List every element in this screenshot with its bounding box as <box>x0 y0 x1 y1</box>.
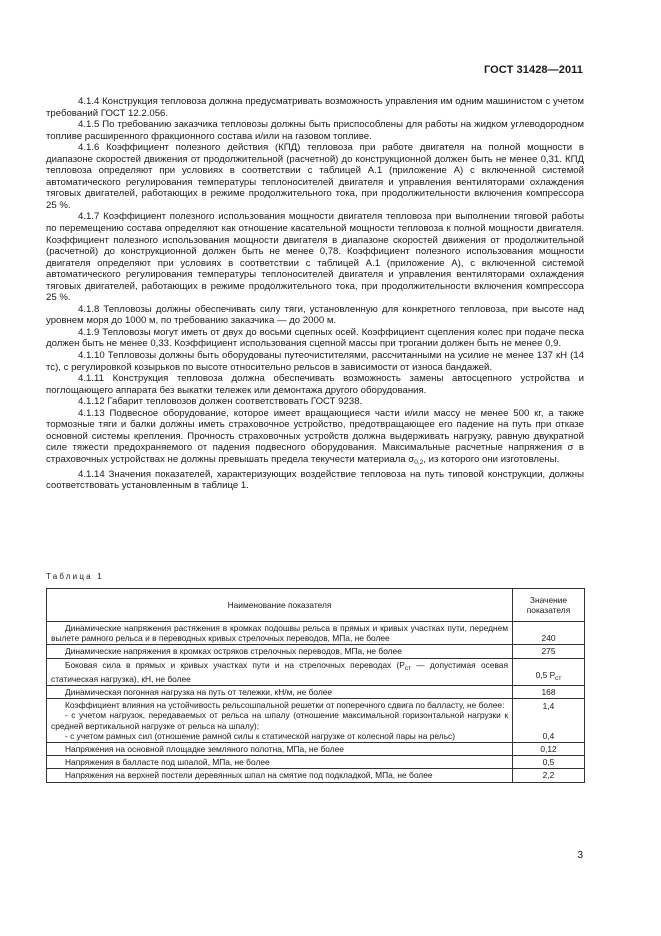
clause-4-1-4: 4.1.4 Конструкция тепловоза должна предусматривать возможность управления им одним машинистом с учетом требований ГОСТ 12.2.056. <box>46 96 584 119</box>
row-value-a: 0,5 P <box>535 669 556 680</box>
table-row <box>47 756 585 769</box>
col-header-value: Значение показателя <box>513 589 585 622</box>
page-number: 3 <box>577 850 583 861</box>
row-name-b: — допустимая осевая статическая нагрузка), кН, не более <box>51 659 508 684</box>
clause-4-1-5: 4.1.5 По требованию заказчика тепловозы должны быть приспособлены для работы на жидком углеводородном топливе расширенного фракционного состава и/или на газовом топливе. <box>46 119 584 142</box>
table-caption: Таблица 1 <box>46 572 104 581</box>
table-row <box>47 658 585 685</box>
row-name: Напряжения в балласте под шпалой, МПа, не более <box>47 756 513 769</box>
table-row <box>47 699 585 743</box>
row-value: 275 <box>513 645 585 658</box>
row-value-1: 1,4 <box>542 700 555 711</box>
row-name: Динамическая погонная нагрузка на путь от тележки, кН/м, не более <box>47 686 513 699</box>
row-name: Напряжения на основной площадке земляного полотна, МПа, не более <box>47 743 513 756</box>
clause-4-1-7: 4.1.7 Коэффициент полезного использования мощности двигателя тепловоза при выполнении тяговой работы по перемещению состава определяют как отношение касательной мощности тепловоза к полной мощности двигателя. Коэффициент полезного использования мощности двигателя в диапазоне скоростей движения от продолжительной (расчетной) до конструкционной должен быть не менее 0,78. Коэффициент полезного использования мощности двигателя определяют при условиях в соответствии с таблицей А.1 (приложение А), с включенной системой автоматического регулирования температуры теплоносителей двигателя и управления вентиляторами охлаждения тяговых двигателей, работающих в режиме продолжительного тока, при продолжительности включения компрессора 25 %. <box>46 211 584 304</box>
row-name-subscript: ст <box>404 664 412 672</box>
row-name-lead: Коэффициент влияния на устойчивость рельсошпальной решетки от поперечного сдвига по балласту, не более: <box>65 700 505 711</box>
row-value <box>513 658 585 685</box>
clause-4-1-14: 4.1.14 Значения показателей, характеризующих воздействие тепловоза на путь типовой конструкции, должны соответствовать установленным в таблице 1. <box>46 468 584 492</box>
row-name: Динамические напряжения растяжения в кромках подошвы рельса в прямых и кривых участках пути, переднем вылете рамного рельса и в переводных кривых стрелочных переводов, МПа, не более <box>47 622 513 645</box>
row-value: 168 <box>513 686 585 699</box>
row-value-subscript: ст <box>555 674 562 682</box>
row-value: 0,12 <box>513 743 585 756</box>
row-name-item-2: - с учетом рамных сил (отношение рамной силы к статической нагрузке от колесной пары на рельс) <box>65 730 456 741</box>
table-row <box>47 686 585 699</box>
standard-header: ГОСТ 31428—2011 <box>483 64 583 76</box>
row-value: 0,5 <box>513 756 585 769</box>
col-header-name: Наименование показателя <box>47 589 513 622</box>
table-row <box>47 743 585 756</box>
clause-4-1-13-text: 4.1.13 Подвесное оборудование, которое имеет вращающиеся части и/или массу не менее 500 кг, а также тормозные тяги и балки должны иметь страховочное устройство, предотвращающее его падение на путь при отказе основной системы крепления. Прочность страховочных устройств должна выдерживать нагрузку, равную двукратной силе тяжести предохраняемого от падения подвесного оборудования. Максимальные расчетные напряжения σ в страховочных устройствах не должны превышать предела текучести материала σ <box>46 407 584 465</box>
indicators-table <box>46 588 585 783</box>
body-text <box>46 96 584 492</box>
table-row <box>47 645 585 658</box>
row-value: 240 <box>513 622 585 645</box>
row-name: Динамические напряжения в кромках остряков стрелочных переводов, МПа, не более <box>47 645 513 658</box>
row-value-2: 0,4 <box>542 730 555 741</box>
clause-4-1-10: 4.1.10 Тепловозы должны быть оборудованы путеочистителями, рассчитанными на усилие не менее 137 кН (14 тс), с регулировкой козырьков по высоте относительно рельсов в зависимости от износа бандажей. <box>46 350 584 373</box>
row-value <box>513 699 585 743</box>
clause-4-1-11: 4.1.11 Конструкция тепловоза должна обеспечивать возможность замены автосцепного устройства и поглощающего аппарата без выкатки тележек или демонтажа другого оборудования. <box>46 373 584 396</box>
clause-4-1-6: 4.1.6 Коэффициент полезного действия (КПД) тепловоза при работе двигателя на полной мощности в диапазоне скоростей движения от продолжительной (расчетной) до конструкционной должен быть не менее 0,31. КПД тепловоза определяют при условиях в соответствии с таблицей А.1 (приложение А) с включенной системой автоматического регулирования температуры теплоносителей двигателя и управления вентиляторами охлаждения тяговых двигателей, работающих в режиме продолжительного тока, при продолжительности включения компрессора 25 %. <box>46 142 584 211</box>
row-name-item-1: - с учетом нагрузок, передаваемых от рельса на шпалу (отношение максимальной горизонтальной нагрузки к средней вертикальной нагрузке от рельса на шпалу); <box>51 710 508 731</box>
clause-4-1-13 <box>46 408 584 469</box>
row-name <box>47 699 513 743</box>
table-header-row <box>47 589 585 622</box>
sigma-subscript: 0,2 <box>414 458 424 466</box>
row-name: Напряжения на верхней постели деревянных шпал на смятие под подкладкой, МПа, не более <box>47 769 513 782</box>
row-value: 2,2 <box>513 769 585 782</box>
table-row <box>47 622 585 645</box>
clause-4-1-8: 4.1.8 Тепловозы должны обеспечивать силу тяги, установленную для конкретного тепловоза, при высоте над уровнем моря до 1000 м, по требованию заказчика — до 2000 м. <box>46 303 584 327</box>
clause-4-1-12: 4.1.12 Габарит тепловозов должен соответствовать ГОСТ 9238. <box>78 396 363 408</box>
row-name-a: Боковая сила в прямых и кривых участках пути и на стрелочных переводах (P <box>65 659 405 670</box>
row-name <box>47 658 513 685</box>
table-row <box>47 769 585 782</box>
clause-4-1-13-tail: , из которого они изготовлены. <box>423 453 560 465</box>
clause-4-1-9: 4.1.9 Тепловозы могут иметь от двух до восьми сцепных осей. Коэффициент сцепления колес при подаче песка должен быть не менее 0,33. Коэффициент использования сцепной массы при трогании должен быть не менее 0,9. <box>46 326 584 350</box>
